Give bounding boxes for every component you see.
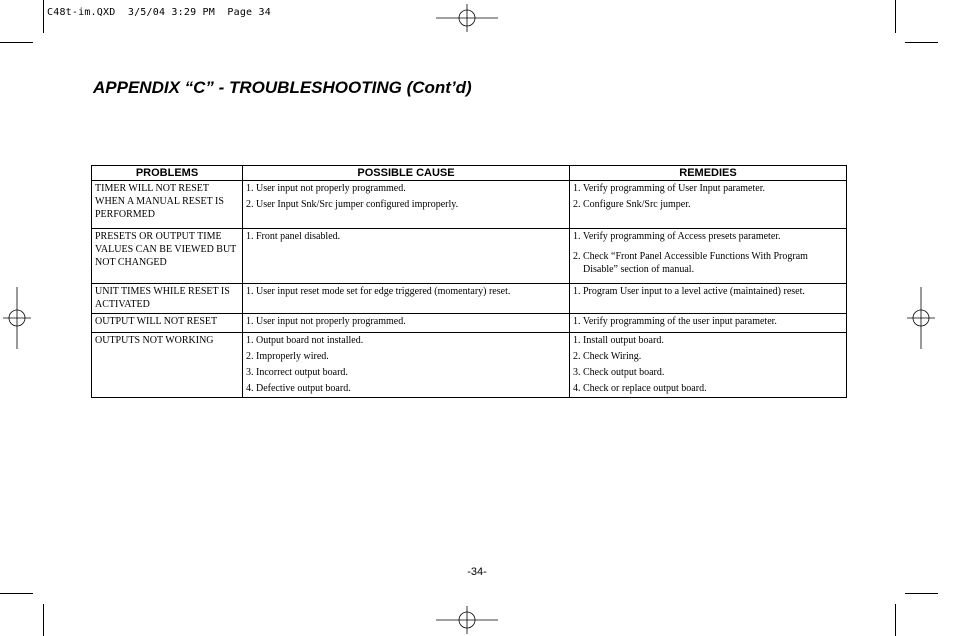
header-possible-cause: POSSIBLE CAUSE bbox=[243, 166, 570, 181]
problem-cell bbox=[92, 333, 243, 398]
cause-cell bbox=[243, 314, 570, 333]
remedy-cell bbox=[570, 229, 847, 284]
table-row bbox=[92, 284, 847, 314]
table-header-row bbox=[92, 166, 847, 181]
problem-cell bbox=[92, 181, 243, 229]
problem-cell bbox=[92, 314, 243, 333]
table-row bbox=[92, 314, 847, 333]
problem-cell bbox=[92, 229, 243, 284]
problem-text: TIMER WILL NOT RESET WHEN A MANUAL RESET IS PERFORMED bbox=[95, 183, 224, 220]
remedy-cell bbox=[570, 181, 847, 229]
cause-item: 2. Improperly wired. bbox=[246, 351, 329, 362]
cause-cell bbox=[243, 229, 570, 284]
troubleshooting-table bbox=[91, 165, 847, 398]
page-number: -34- bbox=[467, 566, 487, 578]
problem-text: OUTPUT WILL NOT RESET bbox=[95, 316, 218, 327]
problem-cell bbox=[92, 284, 243, 314]
page-title: APPENDIX “C” - TROUBLESHOOTING (Cont’d) bbox=[93, 78, 472, 97]
remedy-item: 3. Check output board. bbox=[573, 367, 665, 378]
problem-text: UNIT TIMES WHILE RESET IS ACTIVATED bbox=[95, 286, 230, 310]
remedy-item: 4. Check or replace output board. bbox=[573, 383, 707, 394]
remedy-cell bbox=[570, 284, 847, 314]
remedy-item: 1. Program User input to a level active (maintained) reset. bbox=[573, 286, 805, 297]
print-slug: C48t-im.QXD 3/5/04 3:29 PM Page 34 bbox=[47, 7, 271, 18]
remedy-cell bbox=[570, 314, 847, 333]
remedy-item: 1. Install output board. bbox=[573, 335, 664, 346]
cause-cell bbox=[243, 284, 570, 314]
remedy-item: 1. Verify programming of Access presets parameter. bbox=[573, 231, 781, 242]
problem-text: PRESETS OR OUTPUT TIME VALUES CAN BE VIEWED BUT NOT CHANGED bbox=[95, 231, 237, 268]
remedy-item: 1. Verify programming of the user input parameter. bbox=[573, 316, 777, 327]
cause-item: 2. User Input Snk/Src jumper configured improperly. bbox=[246, 199, 459, 210]
remedy-item: 2. Check “Front Panel Accessible Functions With Program Disable” section of manual. bbox=[573, 251, 808, 275]
cause-item: 1. User input reset mode set for edge triggered (momentary) reset. bbox=[246, 286, 511, 297]
table-row bbox=[92, 333, 847, 398]
remedy-item: 1. Verify programming of User Input parameter. bbox=[573, 183, 765, 194]
remedy-item: 2. Configure Snk/Src jumper. bbox=[573, 199, 691, 210]
remedy-cell bbox=[570, 333, 847, 398]
header-problems: PROBLEMS bbox=[92, 166, 243, 181]
cause-cell bbox=[243, 181, 570, 229]
cause-item: 1. User input not properly programmed. bbox=[246, 316, 406, 327]
cause-item: 3. Incorrect output board. bbox=[246, 367, 348, 378]
cause-item: 1. Output board not installed. bbox=[246, 335, 364, 346]
cause-item: 1. Front panel disabled. bbox=[246, 231, 341, 242]
problem-text: OUTPUTS NOT WORKING bbox=[95, 335, 214, 346]
remedy-item: 2. Check Wiring. bbox=[573, 351, 642, 362]
table-row bbox=[92, 229, 847, 284]
cause-cell bbox=[243, 333, 570, 398]
header-remedies: REMEDIES bbox=[570, 166, 847, 181]
cause-item: 4. Defective output board. bbox=[246, 383, 351, 394]
cause-item: 1. User input not properly programmed. bbox=[246, 183, 406, 194]
table-row bbox=[92, 181, 847, 229]
